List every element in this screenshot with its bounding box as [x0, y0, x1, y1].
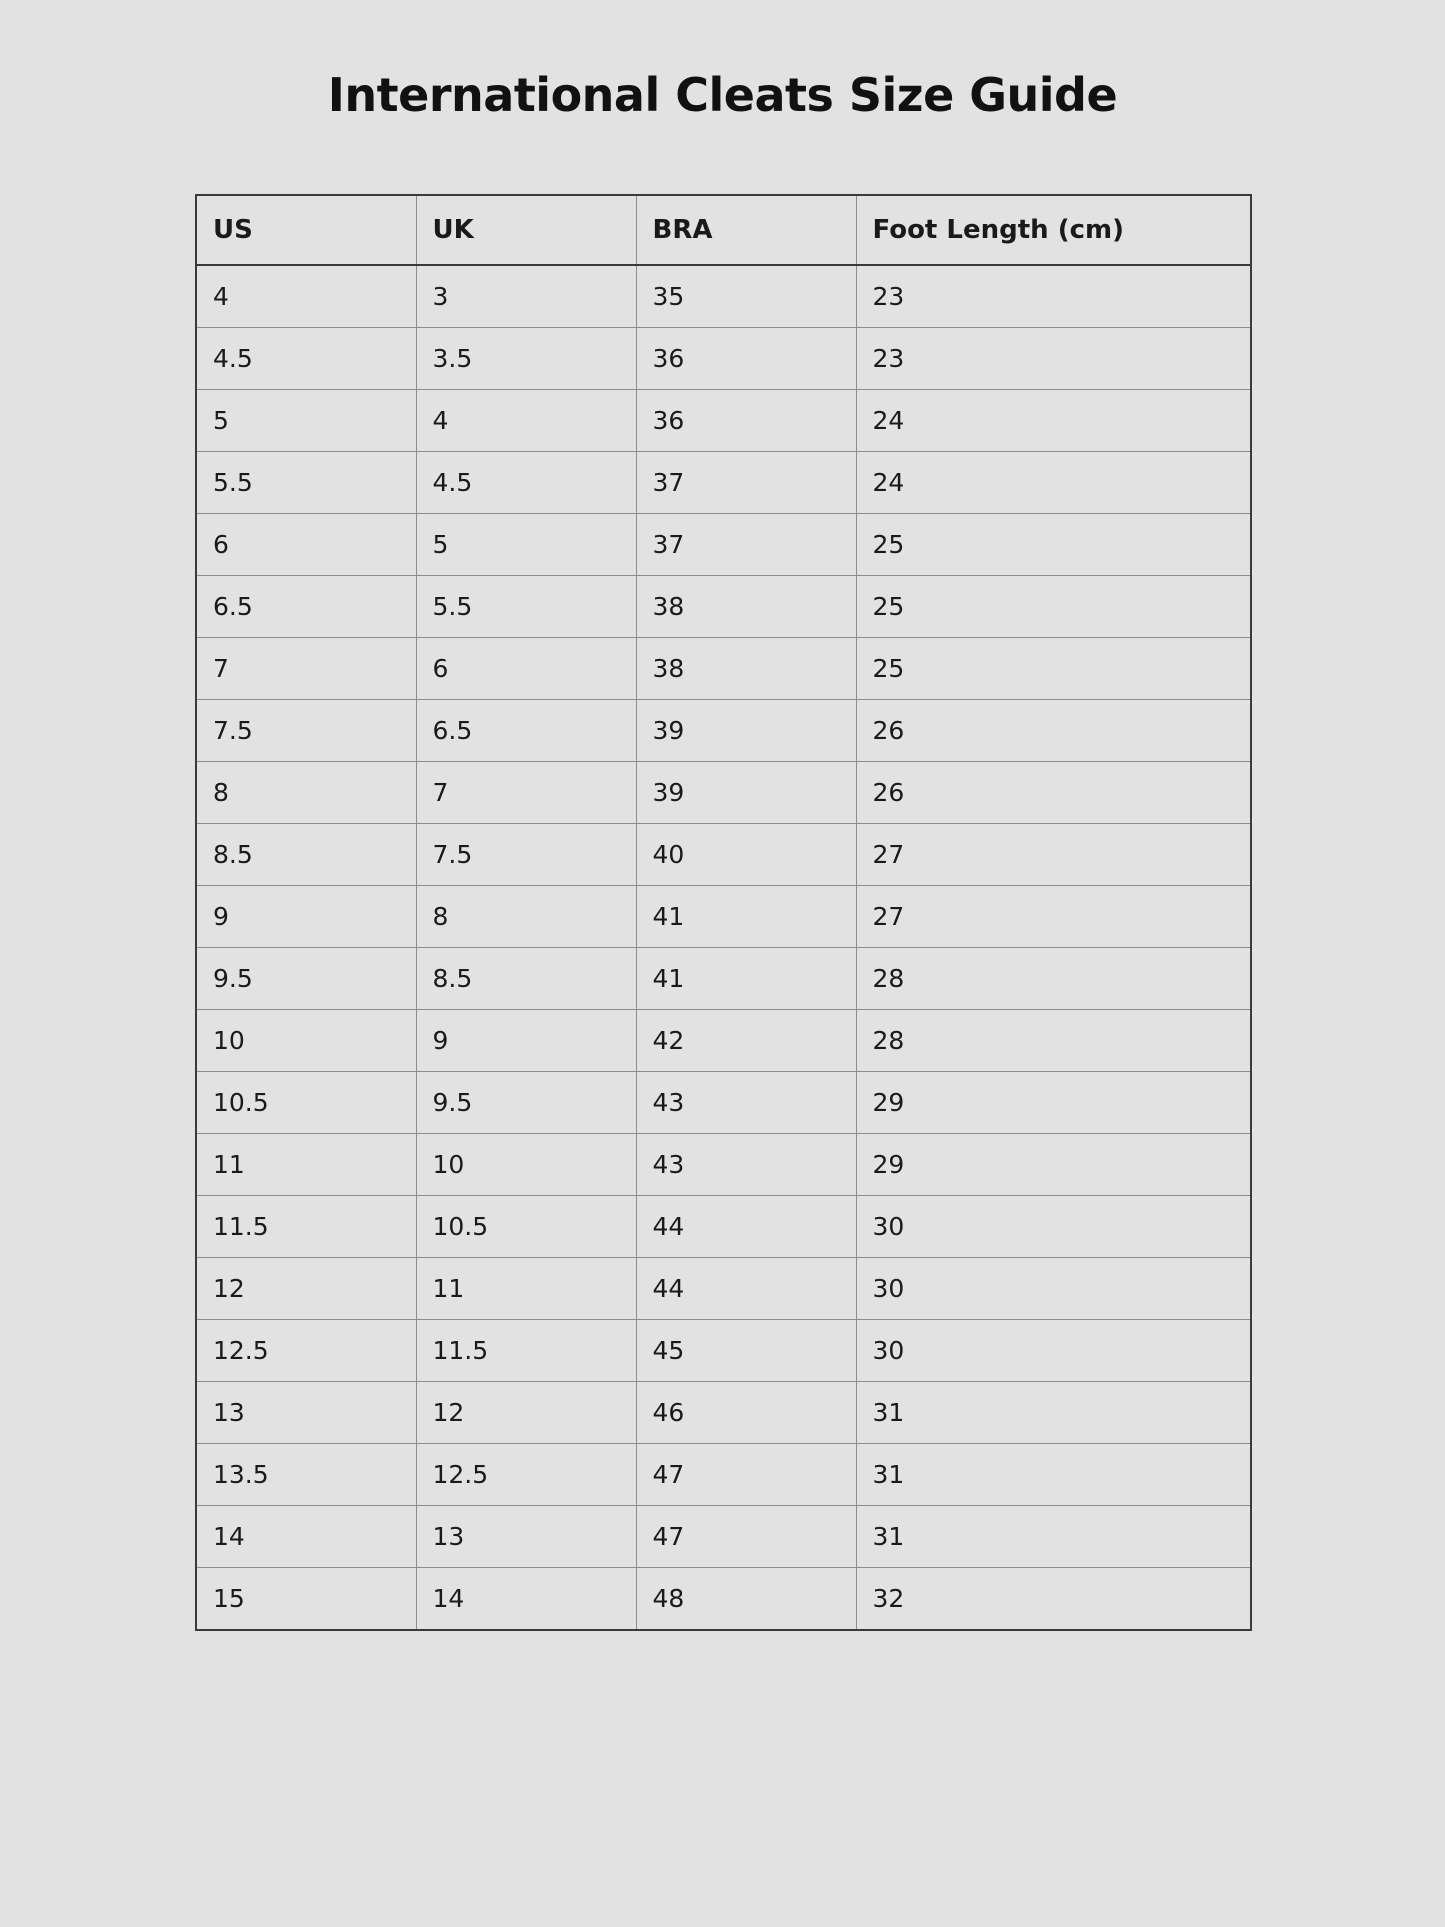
size-chart-container — [195, 122, 1250, 1631]
cell-foot-length: 25 — [856, 514, 1251, 576]
cell-us: 12 — [196, 1258, 416, 1320]
cell-uk: 7.5 — [416, 824, 636, 886]
cell-uk: 4 — [416, 390, 636, 452]
table-row — [196, 824, 1251, 886]
table-row — [196, 1444, 1251, 1506]
table-row — [196, 452, 1251, 514]
cell-us: 13 — [196, 1382, 416, 1444]
cell-us: 12.5 — [196, 1320, 416, 1382]
cell-us: 9 — [196, 886, 416, 948]
table-row — [196, 762, 1251, 824]
cell-uk: 10.5 — [416, 1196, 636, 1258]
page-title: International Cleats Size Guide — [327, 68, 1118, 122]
cell-us: 9.5 — [196, 948, 416, 1010]
table-header — [196, 195, 1251, 265]
cell-uk: 3.5 — [416, 328, 636, 390]
table-header-row — [196, 195, 1251, 265]
cell-foot-length: 29 — [856, 1134, 1251, 1196]
cell-us: 4.5 — [196, 328, 416, 390]
table-row — [196, 1258, 1251, 1320]
table-row — [196, 265, 1251, 328]
cell-foot-length: 30 — [856, 1258, 1251, 1320]
cell-bra: 37 — [636, 452, 856, 514]
cell-bra: 40 — [636, 824, 856, 886]
cell-bra: 44 — [636, 1196, 856, 1258]
table-row — [196, 638, 1251, 700]
cell-bra: 47 — [636, 1506, 856, 1568]
table-row — [196, 1134, 1251, 1196]
table-row — [196, 328, 1251, 390]
cell-foot-length: 25 — [856, 638, 1251, 700]
column-header-bra: BRA — [636, 195, 856, 265]
cell-bra: 46 — [636, 1382, 856, 1444]
cell-uk: 4.5 — [416, 452, 636, 514]
column-header-us: US — [196, 195, 416, 265]
cell-uk: 12.5 — [416, 1444, 636, 1506]
cell-uk: 7 — [416, 762, 636, 824]
table-row — [196, 1506, 1251, 1568]
cell-us: 8 — [196, 762, 416, 824]
cell-uk: 10 — [416, 1134, 636, 1196]
cell-us: 5 — [196, 390, 416, 452]
cell-bra: 36 — [636, 328, 856, 390]
cell-us: 7.5 — [196, 700, 416, 762]
cell-bra: 45 — [636, 1320, 856, 1382]
cell-uk: 8 — [416, 886, 636, 948]
table-row — [196, 700, 1251, 762]
cell-uk: 11 — [416, 1258, 636, 1320]
cell-foot-length: 23 — [856, 265, 1251, 328]
cell-foot-length: 24 — [856, 390, 1251, 452]
cell-us: 6 — [196, 514, 416, 576]
table-row — [196, 1196, 1251, 1258]
table-row — [196, 886, 1251, 948]
column-header-foot-length: Foot Length (cm) — [856, 195, 1251, 265]
cell-foot-length: 32 — [856, 1568, 1251, 1631]
cell-us: 11 — [196, 1134, 416, 1196]
cell-bra: 44 — [636, 1258, 856, 1320]
cell-uk: 8.5 — [416, 948, 636, 1010]
cell-foot-length: 31 — [856, 1382, 1251, 1444]
cell-us: 6.5 — [196, 576, 416, 638]
cell-uk: 6 — [416, 638, 636, 700]
table-row — [196, 948, 1251, 1010]
cell-foot-length: 31 — [856, 1506, 1251, 1568]
cell-bra: 41 — [636, 948, 856, 1010]
table-row — [196, 1382, 1251, 1444]
cell-bra: 37 — [636, 514, 856, 576]
table-row — [196, 1072, 1251, 1134]
cell-bra: 38 — [636, 638, 856, 700]
table-row — [196, 1568, 1251, 1631]
cell-foot-length: 29 — [856, 1072, 1251, 1134]
cell-us: 15 — [196, 1568, 416, 1631]
cell-bra: 38 — [636, 576, 856, 638]
cell-us: 4 — [196, 265, 416, 328]
cell-foot-length: 27 — [856, 824, 1251, 886]
table-row — [196, 576, 1251, 638]
cell-bra: 39 — [636, 700, 856, 762]
cell-us: 5.5 — [196, 452, 416, 514]
cell-bra: 42 — [636, 1010, 856, 1072]
cell-uk: 3 — [416, 265, 636, 328]
cell-bra: 48 — [636, 1568, 856, 1631]
size-chart-table — [195, 194, 1252, 1631]
cell-foot-length: 23 — [856, 328, 1251, 390]
cell-bra: 43 — [636, 1072, 856, 1134]
table-row — [196, 514, 1251, 576]
cell-bra: 36 — [636, 390, 856, 452]
cell-uk: 9.5 — [416, 1072, 636, 1134]
cell-us: 14 — [196, 1506, 416, 1568]
cell-us: 11.5 — [196, 1196, 416, 1258]
cell-uk: 5 — [416, 514, 636, 576]
cell-bra: 35 — [636, 265, 856, 328]
cell-foot-length: 27 — [856, 886, 1251, 948]
cell-foot-length: 24 — [856, 452, 1251, 514]
cell-foot-length: 26 — [856, 700, 1251, 762]
cell-us: 13.5 — [196, 1444, 416, 1506]
cell-us: 7 — [196, 638, 416, 700]
cell-uk: 14 — [416, 1568, 636, 1631]
column-header-uk: UK — [416, 195, 636, 265]
table-body — [196, 265, 1251, 1630]
cell-foot-length: 30 — [856, 1320, 1251, 1382]
cell-foot-length: 26 — [856, 762, 1251, 824]
cell-bra: 43 — [636, 1134, 856, 1196]
cell-bra: 41 — [636, 886, 856, 948]
cell-us: 10 — [196, 1010, 416, 1072]
cell-foot-length: 28 — [856, 1010, 1251, 1072]
cell-bra: 47 — [636, 1444, 856, 1506]
cell-foot-length: 28 — [856, 948, 1251, 1010]
cell-us: 10.5 — [196, 1072, 416, 1134]
cell-uk: 13 — [416, 1506, 636, 1568]
cell-foot-length: 30 — [856, 1196, 1251, 1258]
cell-foot-length: 25 — [856, 576, 1251, 638]
cell-uk: 6.5 — [416, 700, 636, 762]
cell-uk: 11.5 — [416, 1320, 636, 1382]
cell-foot-length: 31 — [856, 1444, 1251, 1506]
cell-uk: 12 — [416, 1382, 636, 1444]
cell-us: 8.5 — [196, 824, 416, 886]
cell-uk: 5.5 — [416, 576, 636, 638]
table-row — [196, 1010, 1251, 1072]
cell-uk: 9 — [416, 1010, 636, 1072]
table-row — [196, 390, 1251, 452]
table-row — [196, 1320, 1251, 1382]
cell-bra: 39 — [636, 762, 856, 824]
